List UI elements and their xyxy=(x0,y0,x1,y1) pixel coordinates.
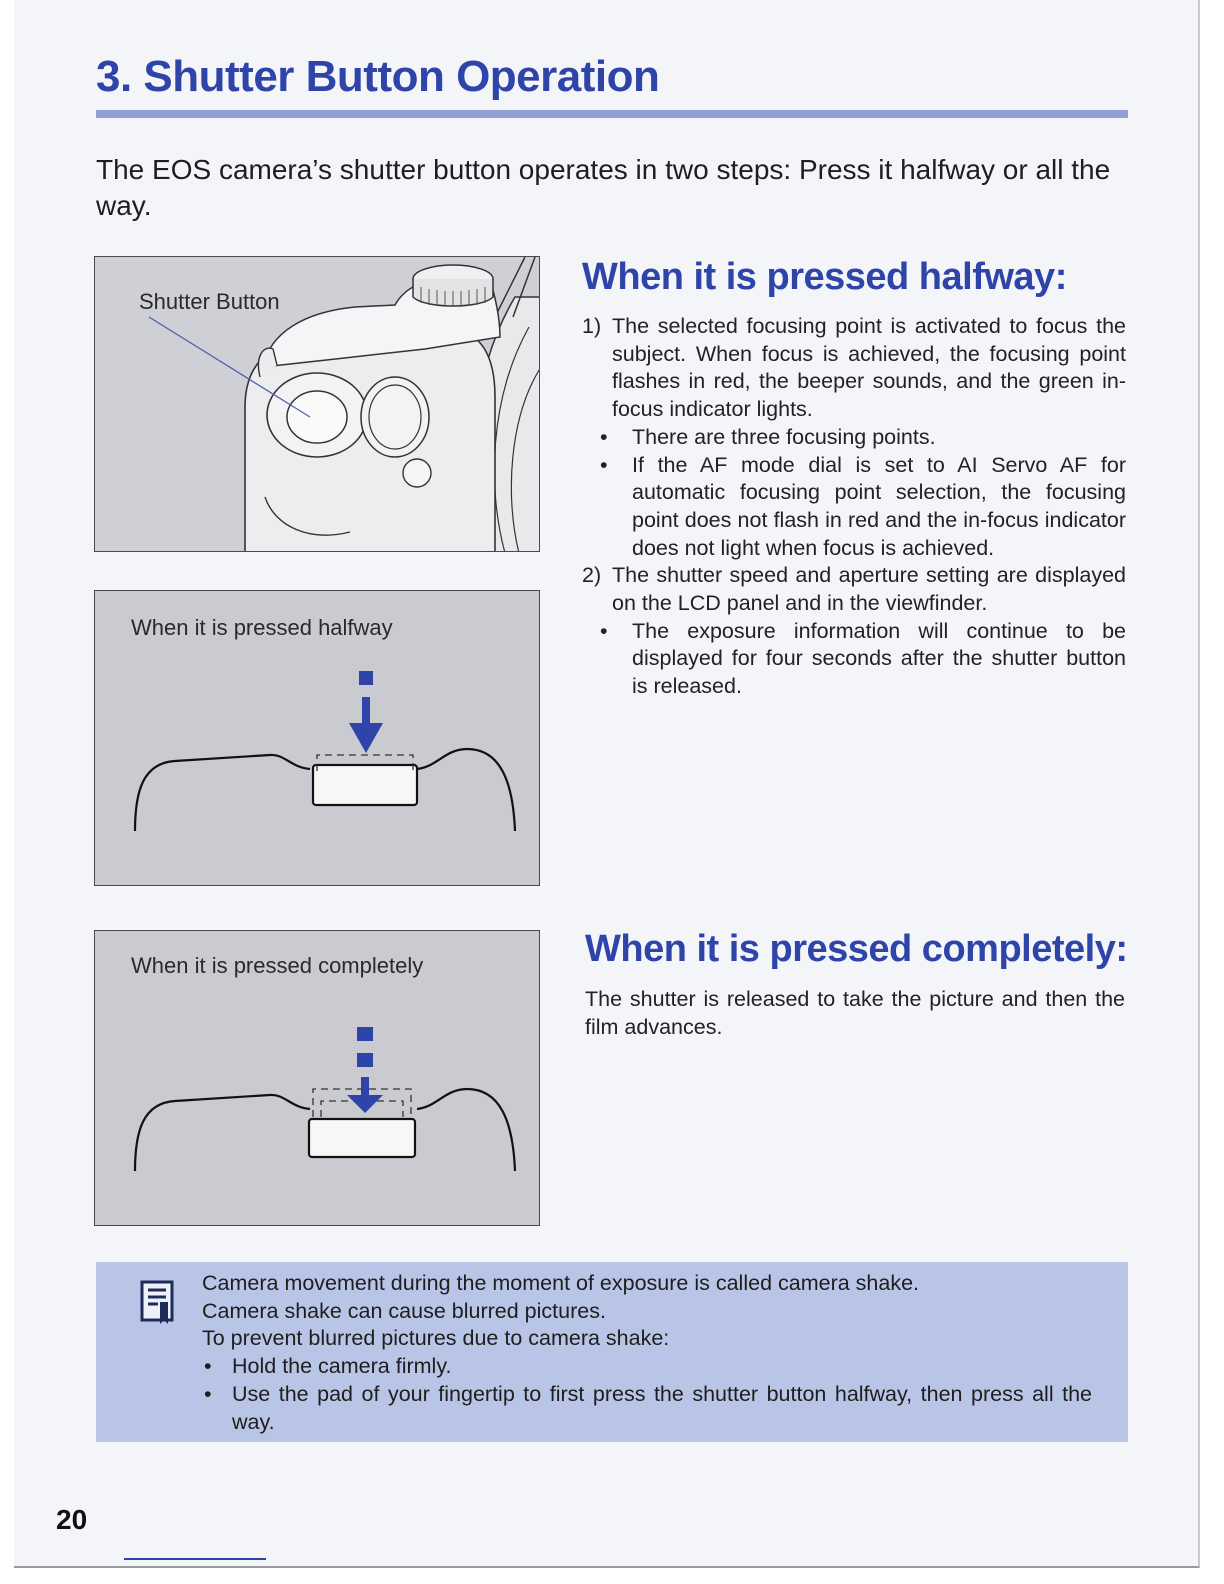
halfway-figure xyxy=(94,590,540,886)
bullet-item: • Hold the camera firmly. xyxy=(202,1353,1092,1381)
halfway-figure-label: When it is pressed halfway xyxy=(131,615,393,640)
bullet-item: • If the AF mode dial is set to AI Servo AF for automatic focusing point selection, the focusing point does not flash in red and the in-focus indicator does not light when focus is achieved. xyxy=(582,452,1126,563)
bullet-item: • There are three focusing points. xyxy=(582,424,1126,452)
halfway-item-1: 1) The selected focusing point is activated to focus the subject. When focus is achieved, the focusing point flashes in red, the beeper sounds, and the green in-focus indicator lights. xyxy=(582,314,1126,422)
note-line: To prevent blurred pictures due to camera shake: xyxy=(202,1326,670,1351)
bullet-item: • Use the pad of your fingertip to first press the shutter button halfway, then press all the way. xyxy=(202,1381,1092,1436)
press-indicator-square xyxy=(359,671,373,685)
note-line: Camera shake can cause blurred pictures. xyxy=(202,1298,606,1323)
completely-text: The shutter is released to take the picture and then the film advances. xyxy=(585,987,1125,1039)
press-indicator-square-2 xyxy=(357,1053,373,1067)
completely-heading: When it is pressed completely: xyxy=(585,928,1128,970)
bullet-item: • The exposure information will continue to be displayed for four seconds after the shutter button is released. xyxy=(582,618,1126,701)
completely-figure-label: When it is pressed completely xyxy=(131,953,424,978)
halfway-heading: When it is pressed halfway: xyxy=(582,256,1067,298)
halfway-item-2: 2) The shutter speed and aperture setting are displayed on the LCD panel and in the viewfinder. xyxy=(582,563,1126,616)
camera-figure xyxy=(94,256,540,552)
page-number: 20 xyxy=(56,1504,88,1535)
halfway-item-1-bullets xyxy=(582,424,1126,563)
note-box xyxy=(96,1262,1128,1442)
note-line: Camera movement during the moment of exposure is called camera shake. xyxy=(202,1271,920,1295)
intro-paragraph: The EOS camera’s shutter button operates in two steps: Press it halfway or all the way. xyxy=(96,154,1111,221)
press-indicator-square-1 xyxy=(357,1027,373,1041)
note-bullets xyxy=(202,1353,1092,1436)
shutter-button-label: Shutter Button xyxy=(139,289,280,314)
halfway-item-2-bullets xyxy=(582,618,1126,701)
note-text xyxy=(202,1270,1092,1436)
page-title: 3. Shutter Button Operation xyxy=(96,52,660,101)
memo-icon xyxy=(140,1280,174,1326)
halfway-content xyxy=(582,313,1126,701)
title-rule xyxy=(96,110,1128,118)
completely-figure xyxy=(94,930,540,1226)
footer-rule xyxy=(124,1558,266,1560)
